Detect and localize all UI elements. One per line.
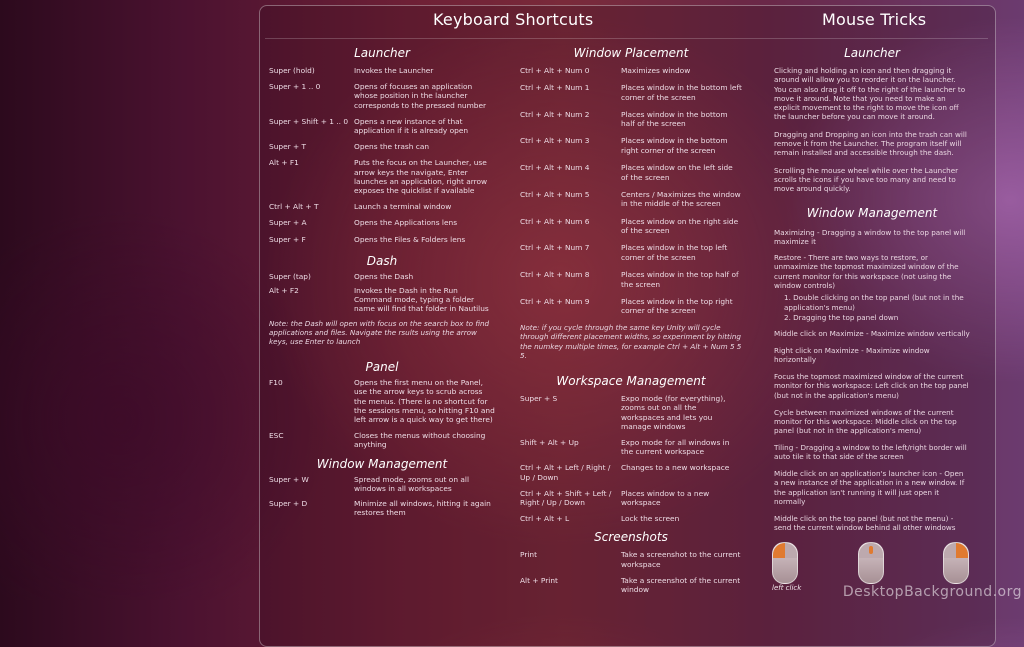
shortcut-description: Launch a terminal window [354,202,452,212]
wm-paragraph: Middle click on the top panel (but not the menu) - send the current window behind all other windows [774,513,956,532]
mouse-launcher-paragraphs [774,66,970,194]
shortcut-keys: Ctrl + Alt + Num 9 [520,296,590,306]
header-divider [265,38,988,39]
shortcut-keys: Super + S [520,394,558,404]
shortcut-row [269,66,495,75]
shortcut-description: Places window to a new workspace [621,488,710,507]
shortcut-description: Maximizes window [621,66,691,75]
shortcut-description: Expo mode (for everything), zooms out on all the workspaces and lets you manage windows [621,394,726,431]
section-title-screenshots: Screenshots [594,530,668,545]
shortcut-keys: Super (tap) [269,271,311,281]
shortcut-row [269,378,495,424]
shortcut-keys: Ctrl + Alt + Num 0 [520,66,590,75]
mouse-left-click-label: left click [772,584,802,592]
shortcut-row [269,142,495,151]
shortcut-description: Puts the focus on the Launcher, use arrow keys the navigate, Enter launches an application, right arrow exposes the quicklist if available [354,158,488,196]
shortcut-description: Opens the first menu on the Panel, use the arrow keys to scrub across the menus. (There is no shortcut for the sessions menu, so hitting F10 and left arrow is a quick way to get there) [354,378,495,425]
shortcut-row [520,190,742,209]
mouse-left-click-icon [772,542,798,584]
shortcut-keys: Alt + F1 [269,158,299,168]
shortcut-row [520,438,742,456]
wm-restore-text: Restore - There are two ways to restore, or unmaximize the topmost maximized window of the current monitor for this workspace (not using the window controls) [774,253,959,291]
shortcut-description: Places window on the left side of the screen [621,163,733,182]
shortcut-keys: Super + W [269,474,309,484]
shortcut-keys: Super + Shift + 1 .. 0 [269,116,349,126]
section-title-workspace-management: Workspace Management [556,374,706,389]
shortcut-row [269,272,495,281]
column-mouse-tricks [774,46,970,540]
shortcut-row [520,514,742,523]
shortcut-description: Lock the screen [621,514,680,524]
shortcut-keys: Ctrl + Alt + Num 5 [520,189,590,199]
column-keyboard-right [520,46,742,601]
shortcut-description: Places window in the bottom half of the screen [621,109,728,129]
shortcut-description: Opens the Applications lens [354,218,458,228]
shortcut-row [269,475,495,493]
shortcut-description: Places window in the bottom right corner of the screen [621,136,728,156]
shortcut-row [269,431,495,449]
shortcut-keys: Ctrl + Alt + L [520,514,570,524]
shortcut-row [520,66,742,76]
wm-maximizing-text: Maximizing - Dragging a window to the top panel will maximize it [774,227,966,246]
wm-restore-list [774,293,970,322]
keyboard-shortcuts-header: Keyboard Shortcuts [433,10,594,29]
shortcut-description: Opens the trash can [354,142,430,152]
wm-paragraphs [774,329,970,532]
shortcut-description: Places window in the top left corner of the screen [621,243,728,262]
shortcut-row [269,218,495,227]
shortcut-description: Minimize all windows, hitting it again restores them [354,499,491,518]
shortcut-description: Closes the menus without choosing anything [354,431,486,450]
mouse-middle-click-icon [858,542,884,584]
launcher-shortcuts [269,66,495,244]
shortcut-keys: Ctrl + Alt + Shift + Left / Right / Up / Down [520,488,612,507]
wm-paragraph: Cycle between maximized windows of the current monitor for this workspace: Middle click on the top panel (but not in the application's menu) [774,407,957,436]
shortcut-keys: Super + T [269,142,307,152]
restore-list-item: 2. Dragging the top panel down [784,312,899,322]
section-title-panel: Panel [365,360,399,375]
shortcut-keys: Ctrl + Alt + Num 6 [520,216,590,226]
mouse-right-click-icon [943,542,969,584]
dash-note: Note: the Dash will open with focus on the search box to find applications and files. Navigate the rsults using the arrow keys, use Enter to launch [269,318,490,347]
shortcut-row [520,243,742,262]
window-management-shortcuts [269,475,495,518]
restore-list-item: 1. Double clicking on the top panel (but not in the application's menu) [784,293,964,312]
wm-paragraph: Middle click on an application's launcher icon - Open a new instance of the application in a new window. If the application isn't running it will just open it normally [774,469,965,506]
dash-shortcuts [269,272,495,314]
watermark: DesktopBackground.org [842,584,1022,600]
shortcut-row [520,83,742,102]
shortcut-keys: Print [520,550,538,560]
shortcut-description: Places window on the right side of the screen [621,216,739,236]
shortcut-keys: Super + F [269,234,306,244]
shortcut-description: Opens the Dash [354,271,414,281]
shortcut-description: Places window in the top half of the screen [621,269,739,289]
section-title-dash: Dash [366,253,398,268]
shortcut-description: Places window in the top right corner of the screen [621,296,733,316]
mouse-launcher-paragraph: Clicking and holding an icon and then dragging it around will allow you to reorder it on the launcher. You can also drag it off to the right of the launcher to move it around. Note that you need to make an explicit movement to the right to move the icon off the launcher before you can move it around. [774,66,966,122]
shortcut-keys: Ctrl + Alt + Num 3 [520,136,590,146]
shortcut-description: Take a screenshot of the current window [621,575,741,594]
shortcut-keys: Super + 1 .. 0 [269,82,321,92]
shortcut-row [520,550,742,568]
shortcut-keys: Shift + Alt + Up [520,437,579,447]
shortcut-description: Expo mode for all windows in the current workspace [621,437,730,457]
shortcut-description: Invokes the Dash in the Run Command mode, typing a folder name will find that folder in Nautilus [354,286,489,314]
shortcut-keys: Ctrl + Alt + T [269,202,319,212]
shortcut-row [269,202,495,211]
shortcut-keys: ESC [269,431,284,441]
section-title-window-placement: Window Placement [573,46,689,60]
section-title-launcher: Launcher [354,46,410,60]
shortcut-row [269,117,495,135]
shortcut-row [520,297,742,316]
mouse-launcher-paragraph: Scrolling the mouse wheel while over the Launcher scrolls the icons if you have too many and need to move around quickly. [774,165,959,194]
shortcut-row [269,286,495,314]
shortcut-keys: Ctrl + Alt + Num 4 [520,163,590,173]
mouse-tricks-header: Mouse Tricks [822,10,927,29]
window-placement-shortcuts [520,66,742,316]
shortcut-row [269,235,495,244]
shortcut-description: Opens a new instance of that application if it is already open [354,116,469,136]
shortcut-row [269,158,495,195]
section-title-mouse-window-management: Window Management [806,205,938,220]
panel-shortcuts [269,378,495,449]
shortcut-row [520,110,742,129]
shortcut-row [520,463,742,481]
column-keyboard-left [269,46,495,524]
shortcut-description: Opens of focuses an application whose position in the launcher corresponds to the pressed number [354,82,487,110]
shortcut-keys: Alt + Print [520,575,558,585]
shortcut-keys: Ctrl + Alt + Num 2 [520,109,590,119]
wm-paragraph: Middle click on Maximize - Maximize window vertically [774,329,970,339]
shortcut-description: Invokes the Launcher [354,66,434,75]
shortcut-row [520,576,742,594]
shortcut-description: Spread mode, zooms out on all windows in all workspaces [354,474,469,493]
window-placement-note: Note: if you cycle through the same key Unity will cycle through different placement widths, so experiment by hitting the numkey multiple times, for example Ctrl + Alt + Num 5 5 5. [520,323,742,360]
shortcut-row [269,82,495,110]
section-title-window-management: Window Management [316,456,448,471]
shortcut-keys: Alt + F2 [269,286,299,296]
shortcut-row [520,270,742,289]
shortcut-keys: Ctrl + Alt + Left / Right / Up / Down [520,463,611,482]
shortcut-keys: Super + A [269,218,307,228]
shortcut-row [520,489,742,507]
shortcut-row [520,163,742,182]
shortcut-description: Opens the Files & Folders lens [354,234,466,244]
shortcut-description: Centers / Maximizes the window in the middle of the screen [621,189,741,209]
screenshot-shortcuts [520,550,742,594]
shortcut-row [520,136,742,155]
wm-paragraph: Focus the topmost maximized window of the current monitor for this workspace: Left click on the top panel (but not in the application's menu) [774,372,969,400]
shortcut-keys: Super + D [269,499,308,509]
shortcut-keys: Ctrl + Alt + Num 1 [520,83,590,93]
shortcut-description: Places window in the bottom left corner of the screen [621,83,742,102]
workspace-shortcuts [520,394,742,523]
shortcut-row [520,217,742,236]
shortcut-row [269,499,495,517]
shortcut-keys: Super (hold) [269,66,315,75]
wm-paragraph: Tiling - Dragging a window to the left/right border will auto tile it to that side of the screen [774,442,967,462]
shortcut-keys: F10 [269,378,283,388]
shortcut-row [520,394,742,431]
shortcut-description: Changes to a new workspace [621,463,730,473]
shortcut-keys: Ctrl + Alt + Num 7 [520,243,590,253]
shortcut-description: Take a screenshot to the current workspace [621,550,741,569]
section-title-mouse-launcher: Launcher [844,46,900,60]
shortcut-keys: Ctrl + Alt + Num 8 [520,269,590,279]
wm-paragraph: Right click on Maximize - Maximize window horizontally [774,346,930,365]
mouse-launcher-paragraph: Dragging and Dropping an icon into the trash can will remove it from the Launcher. The program itself will remain installed and accessible through the dash. [774,129,967,158]
